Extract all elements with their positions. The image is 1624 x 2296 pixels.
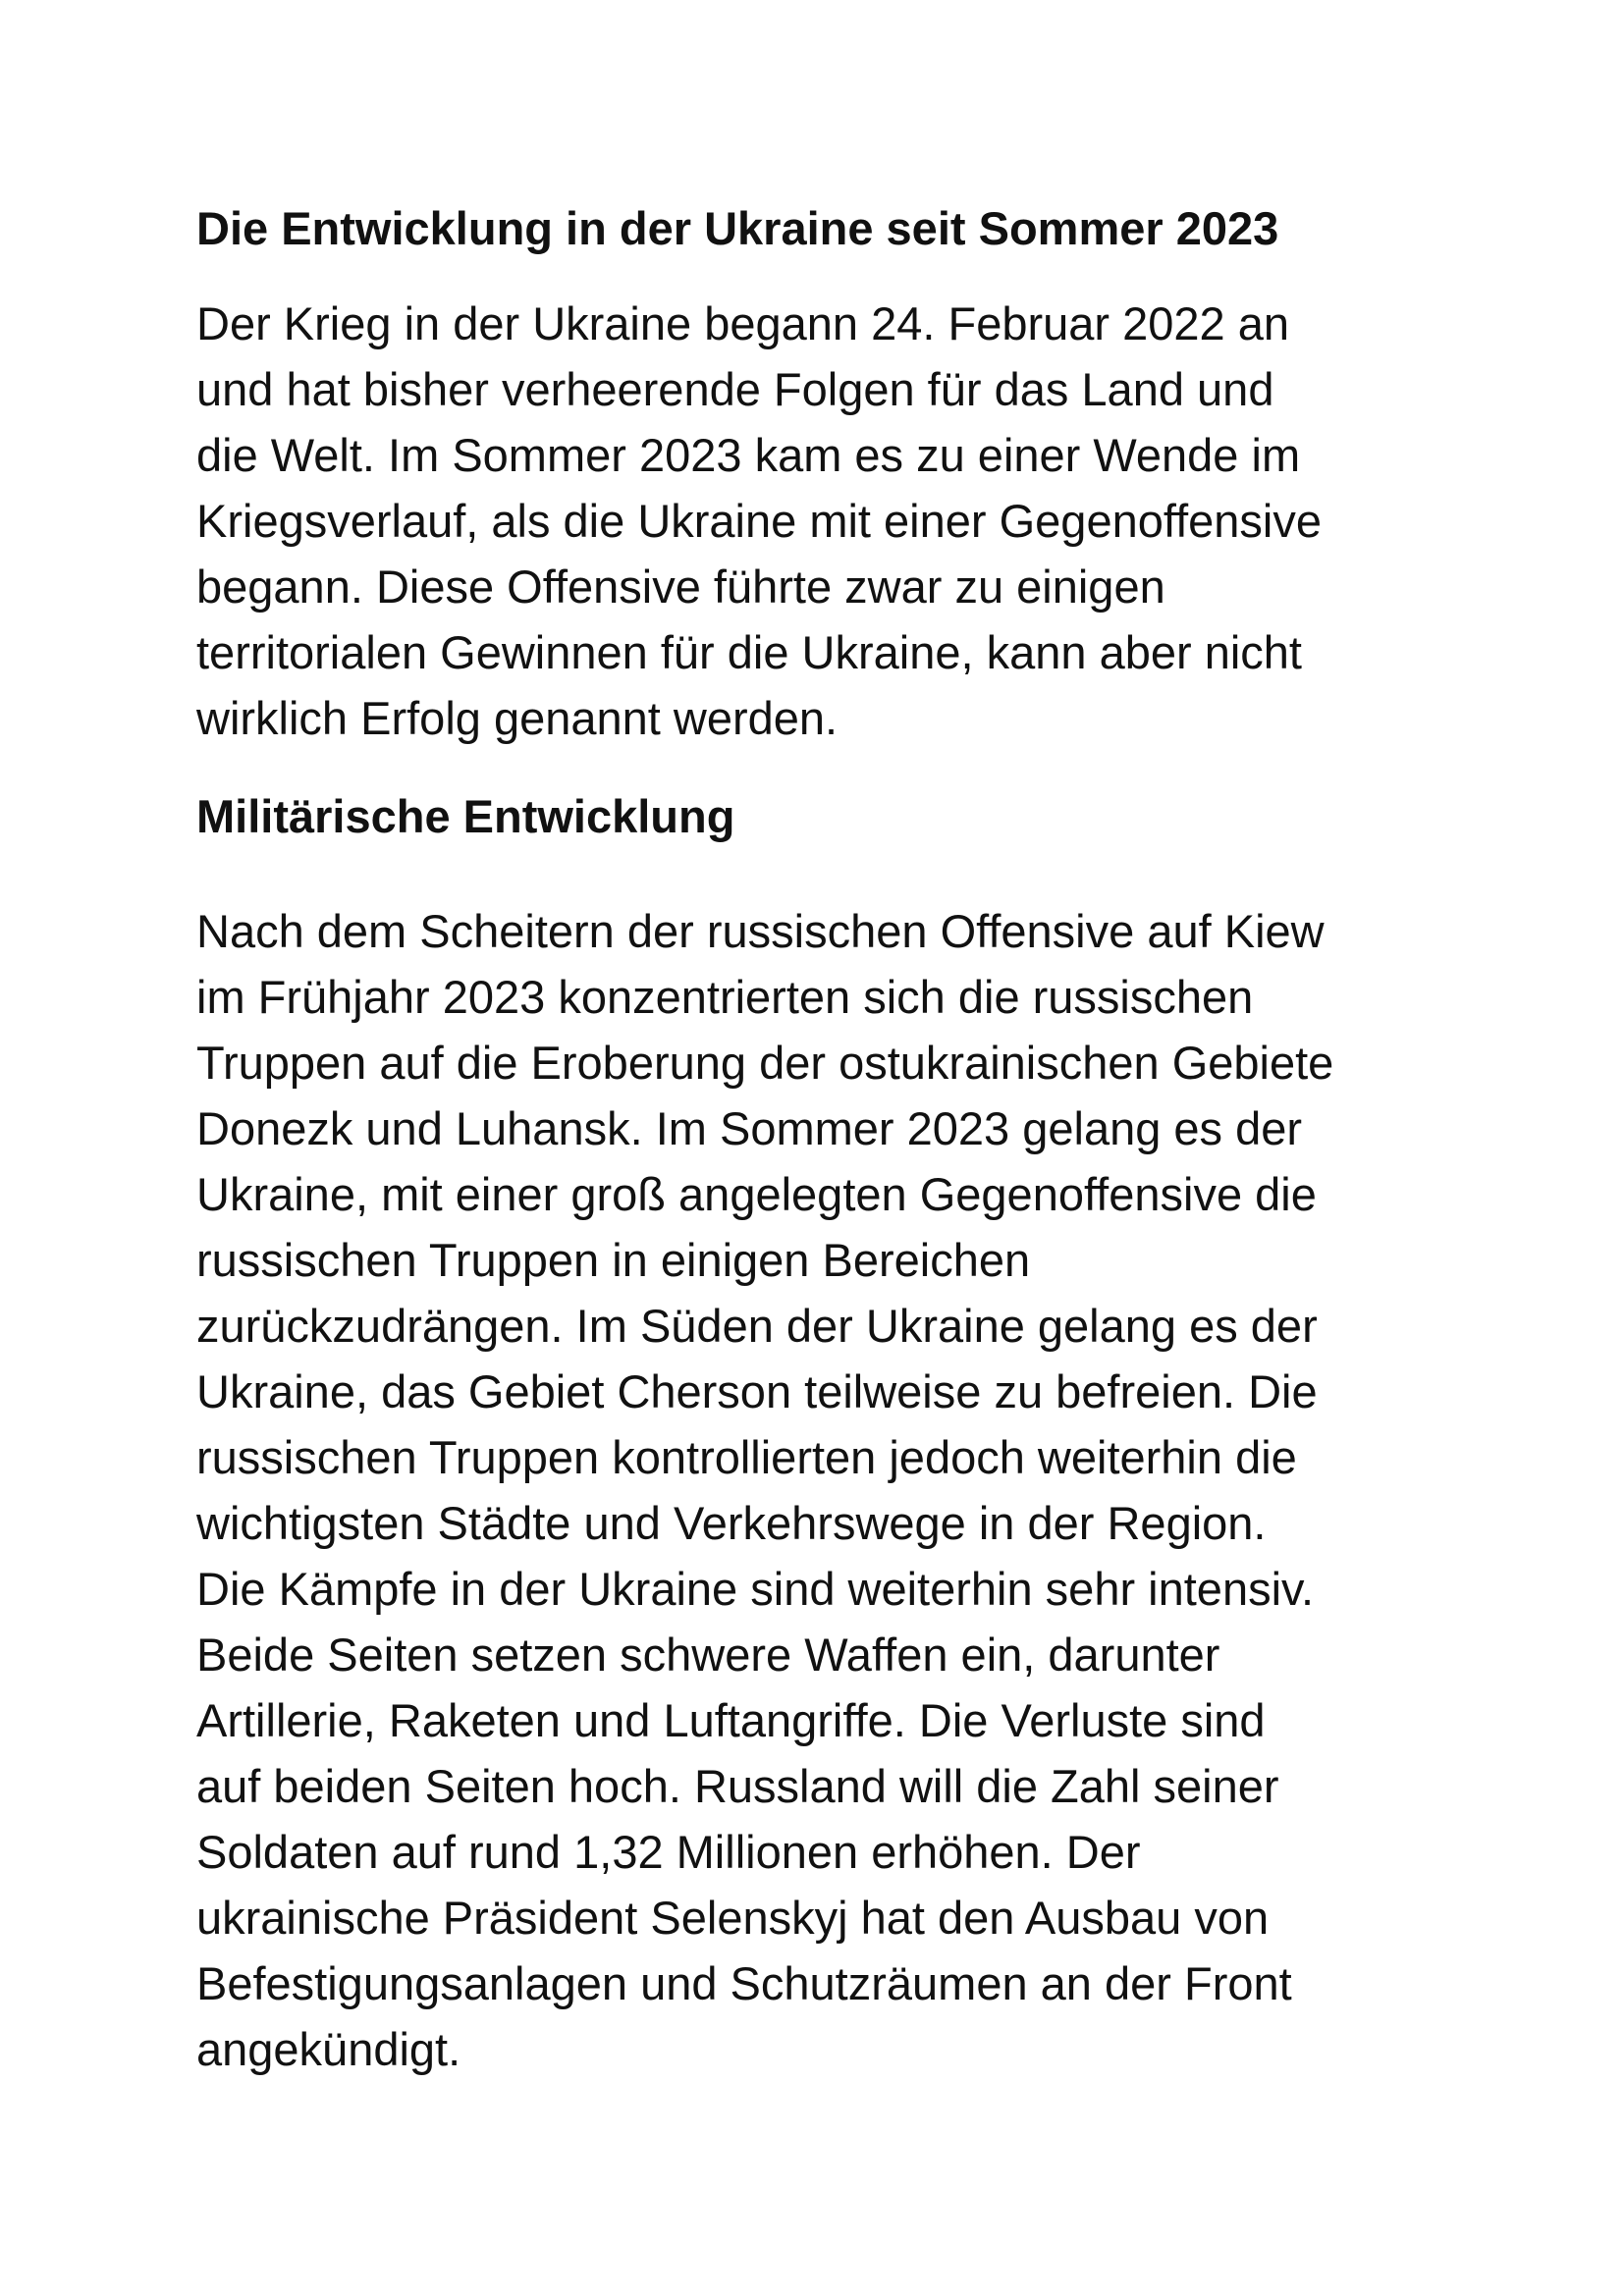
text-line: russischen Truppen in einigen Bereichen xyxy=(196,1234,1031,1286)
section-heading: Militärische Entwicklung xyxy=(196,790,735,842)
text-line: Beide Seiten setzen schwere Waffen ein, darunter xyxy=(196,1629,1220,1681)
text-line: begann. Diese Offensive führte zwar zu einigen xyxy=(196,561,1165,613)
section-paragraph xyxy=(196,898,1453,2082)
document-page xyxy=(196,196,1453,2082)
text-line: angekündigt. xyxy=(196,2023,461,2075)
text-line: zurückzudrängen. Im Süden der Ukraine gelang es der xyxy=(196,1300,1318,1352)
text-line: Soldaten auf rund 1,32 Millionen erhöhen. Der xyxy=(196,1826,1141,1878)
text-line: Die Kämpfe in der Ukraine sind weiterhin sehr intensiv. xyxy=(196,1563,1315,1615)
text-line: die Welt. Im Sommer 2023 kam es zu einer Wende im xyxy=(196,429,1301,481)
text-line: russischen Truppen kontrollierten jedoch weiterhin die xyxy=(196,1431,1297,1483)
text-line: Ukraine, mit einer groß angelegten Gegenoffensive die xyxy=(196,1168,1317,1220)
text-line: Truppen auf die Eroberung der ostukrainischen Gebiete xyxy=(196,1037,1334,1089)
text-line: Donezk und Luhansk. Im Sommer 2023 gelang es der xyxy=(196,1102,1303,1154)
text-line: und hat bisher verheerende Folgen für das Land und xyxy=(196,363,1274,415)
text-line: wirklich Erfolg genannt werden. xyxy=(196,692,839,744)
text-line: im Frühjahr 2023 konzentrierten sich die russischen xyxy=(196,971,1254,1023)
text-line: ukrainische Präsident Selenskyj hat den Ausbau von xyxy=(196,1892,1270,1944)
intro-paragraph xyxy=(196,291,1453,751)
text-line: Kriegsverlauf, als die Ukraine mit einer Gegenoffensive xyxy=(196,495,1322,547)
text-line: Ukraine, das Gebiet Cherson teilweise zu befreien. Die xyxy=(196,1365,1318,1417)
text-line: territorialen Gewinnen für die Ukraine, kann aber nicht xyxy=(196,626,1302,678)
text-line: Befestigungsanlagen und Schutzräumen an der Front xyxy=(196,1957,1292,2009)
document-title: Die Entwicklung in der Ukraine seit Sommer 2023 xyxy=(196,202,1279,254)
text-line: Artillerie, Raketen und Luftangriffe. Die Verluste sind xyxy=(196,1694,1266,1746)
text-line: Nach dem Scheitern der russischen Offensive auf Kiew xyxy=(196,905,1325,957)
text-line: auf beiden Seiten hoch. Russland will die Zahl seiner xyxy=(196,1760,1279,1812)
text-line: Der Krieg in der Ukraine begann 24. Februar 2022 an xyxy=(196,297,1290,349)
text-line: wichtigsten Städte und Verkehrswege in der Region. xyxy=(196,1497,1267,1549)
